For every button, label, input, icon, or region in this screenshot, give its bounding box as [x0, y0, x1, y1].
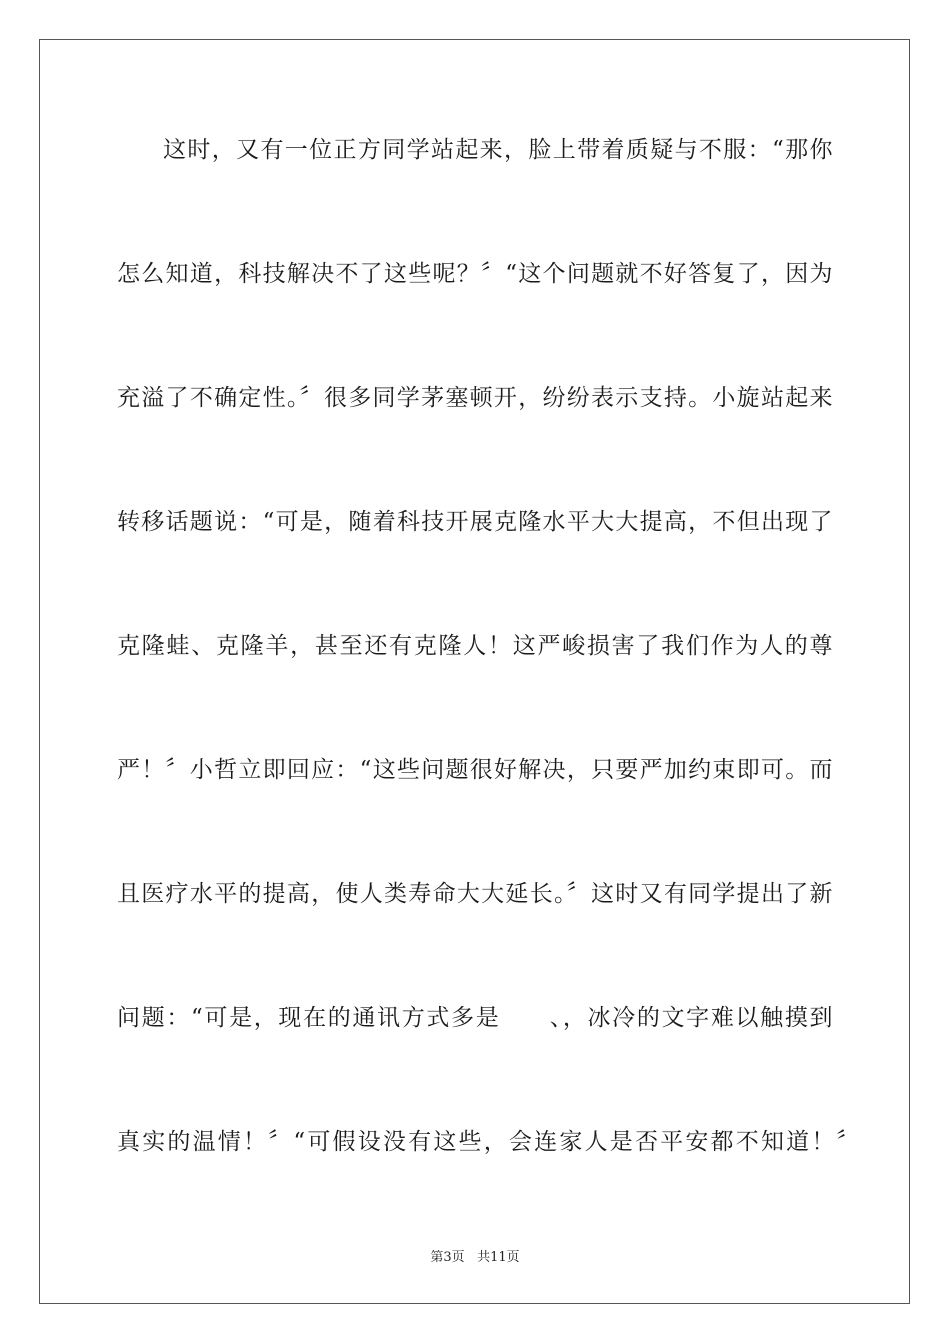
- paragraph-line-7: 且医疗水平的提高，使人类寿命大大延长。〞这时又有同学提出了新: [117, 881, 833, 907]
- page-suffix: 页: [451, 1250, 465, 1265]
- paragraph-line-9: 真实的温情！〞“可假设没有这些，会连家人是否平安都不知道！〞: [117, 1129, 862, 1155]
- total-suffix: 页: [506, 1250, 520, 1265]
- paragraph-line-1: 这时，又有一位正方同学站起来，脸上带着质疑与不服：“那你: [163, 137, 833, 163]
- paragraph-line-3: 充溢了不确定性。〞很多同学茅塞顿开，纷纷表示支持。小旋站起来: [117, 385, 833, 411]
- document-body: [117, 128, 862, 1244]
- total-prefix: 共: [477, 1250, 491, 1265]
- paragraph-line-8: 问题：“可是，现在的通讯方式多是 、，冰冷的文字难以触摸到: [117, 1005, 833, 1031]
- paragraph-line-4: 转移话题说：“可是，随着科技开展克隆水平大大提高，不但出现了: [117, 509, 833, 535]
- page-footer: [0, 1246, 950, 1265]
- total-pages: 11: [490, 1250, 507, 1265]
- page-number: 3: [443, 1250, 452, 1265]
- paragraph-line-5: 克隆蛙、克隆羊，甚至还有克隆人！这严峻损害了我们作为人的尊: [117, 633, 833, 659]
- page-prefix: 第: [430, 1250, 444, 1265]
- paragraph-line-2: 怎么知道，科技解决不了这些呢？〞“这个问题就不好答复了，因为: [117, 261, 833, 287]
- paragraph-line-6: 严！〞小哲立即回应：“这些问题很好解决，只要严加约束即可。而: [117, 757, 833, 783]
